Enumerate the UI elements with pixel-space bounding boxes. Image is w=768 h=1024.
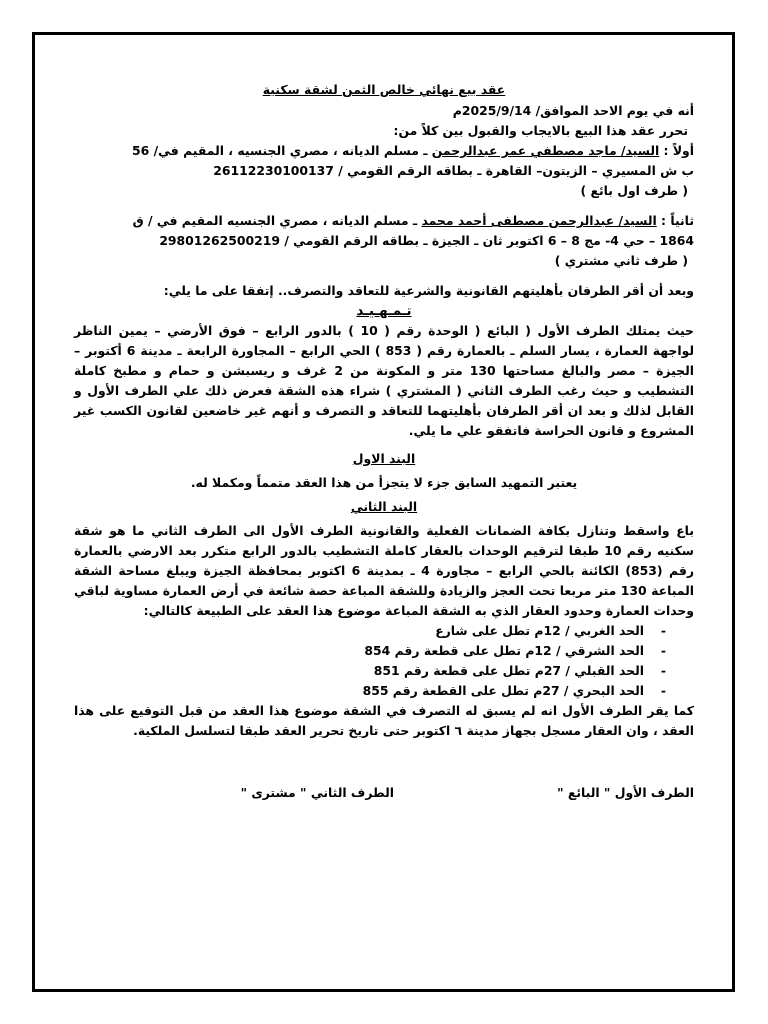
clause-2-heading: البند الثاني [350,499,418,514]
boundary-south: - الحد القبلي / 27م تطل على قطعة رقم 851 [74,661,666,681]
contract-document [74,80,694,803]
seller-line-2: ب ش المسيري – الزيتون– القاهرة ـ بطاقه الرقم القومي / 26112230100137 [213,163,694,178]
preamble-text: حيث يمتلك الطرف الأول ( البائع ( الوحدة رقم ( 10 ) بالدور الرابع – فوق الأرضي – يمين الناظر لواجهة العمارة ، يسار السلم ـ بالعمارة رقم ( 853 ) الحي الرابع – المجاورة الرابعة ـ مدينة 6 أكتوبر – الجيزة – مصر والبالغ مساحتها 130 متر و المكونة من 2 غرف و ريسبشن و حمام و مطبخ كاملة التشطيب و حيث رغب الطرف الثاني ( المشتري ) شراء هذه الشقة فعرض ذلك علي الطرف الأول و القابل لذلك و بعد ان أقر الطرفان بأهليتهما للتعاقد و التصرف و أنهم غير خاضعين لقانون الكسب غير المشروع و قانون الحراسة فاتفقو علي ما يلي. [74,323,695,438]
clause-1-text: يعتبر التمهيد السابق جزء لا يتجزأ من هذا العقد متمماً ومكملا له. [190,475,578,490]
seller-details-1: ـ مسلم الديانه ، مصري الجنسيه ، المقيم في/ 56 [132,143,432,158]
seller-name: السيد/ ماجد مصطفي عمر عبدالرحمن [431,143,660,158]
clause-1-heading: البند الاول [352,451,416,466]
boundary-north: - الحد البحري / 27م تطل على القطعة رقم 855 [74,681,666,701]
buyer-prefix: ثانياً : [656,213,694,228]
buyer-line-2: 1864 – حي 4- مج 8 – 6 اكتوبر ثان ـ الجيزة ـ بطاقه الرقم القومي / 29801262500219 [159,233,694,248]
signature-row [74,783,694,803]
buyer-role: ( طرف ثاني مشتري ) [554,253,688,268]
date-line: أنه في يوم الاحد الموافق/ 2025/9/14م [452,103,694,118]
boundary-east: - الحد الشرقي / 12م تطل على قطعة رقم 854 [74,641,666,661]
first-party-signature: الطرف الأول " البائع " [557,785,694,800]
second-party-signature: الطرف الثاني " مشترى " [240,785,394,800]
declaration-text: كما يقر الطرف الأول انه لم يسبق له التصرف في الشقة موضوع هذا العقد من قبل التوقيع على هذا العقد ، وان العقار مسجل بجهاز مدينة ٦ اكتوبر حتى تاريخ تحرير العقد طبقا لتسلسل الملكية. [74,703,694,738]
preamble-heading: تـمـهـيـد [356,303,412,319]
competence-line: وبعد أن أقر الطرفان بأهليتهم القانونية والشرعية للتعاقد والتصرف.. إتفقا على ما يلي: [163,283,694,298]
clause-2-text: باع واسقط وتنازل بكافة الضمانات الفعلية والقانونية الطرف الأول الى الطرف الثاني ما هو شقة سكنيه رقم 10 طبقا لترقيم الوحدات بالعقار كاملة التشطيب بالدور الرابع متكرر بعد الارضي بالعمارة رقم (853) الكائنة بالحي الرابع – مجاورة 4 ـ بمدينة 6 اكتوبر بمحافظة الجيزة ويبلغ مساحة الشقة المباعة 130 متر مربعا تحت العجز والزيادة وللشقة المباعة حصة شائعة في أرض العمارة مساوية لباقي وحدات العمارة وحدود العقار الذي به الشقة المباعة موضوع هذا العقد على الطبيعة كالتالي: [74,523,694,618]
boundaries-list [74,621,694,701]
seller-prefix: أولاً : [659,143,694,158]
buyer-details-1: ـ مسلم الديانه ، مصري الجنسيه المقيم في / ق [132,213,422,228]
intro-line: تحرر عقد هذا البيع بالايجاب والقبول بين كلاً من: [393,123,688,138]
buyer-line-1 [74,211,694,231]
buyer-name: السيد/ عبدالرحمن مصطفى أحمد محمد [421,213,657,228]
boundary-west: - الحد الغربي / 12م تطل على شارع [74,621,666,641]
contract-title: عقد بيع نهائي خالص الثمن لشقة سكنية [262,82,506,97]
seller-role: ( طرف اول بائع ) [580,183,688,198]
seller-line-1 [74,141,694,161]
